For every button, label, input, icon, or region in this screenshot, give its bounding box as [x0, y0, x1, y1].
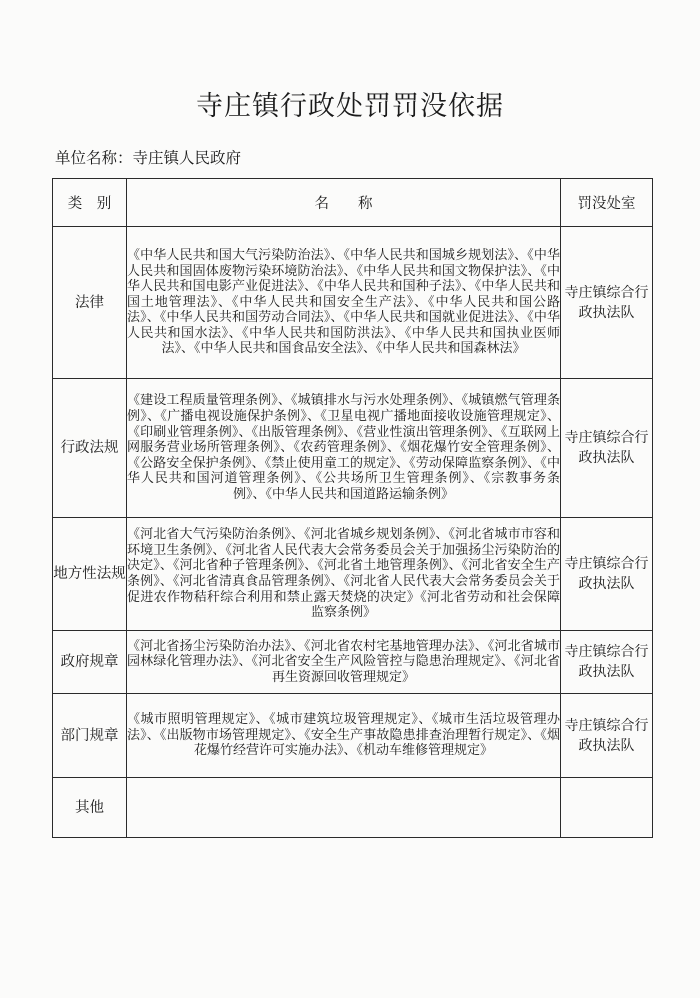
row-category: 政府规章 [53, 631, 127, 694]
row-names [127, 694, 561, 778]
row-department: 寺庄镇综合行政执法队 [561, 631, 653, 694]
header-department: 罚没处室 [561, 179, 653, 227]
table-row [53, 778, 653, 838]
row-department: 寺庄镇综合行政执法队 [561, 518, 653, 631]
table-row [53, 518, 653, 631]
header-category: 类 别 [53, 179, 127, 227]
row-category: 部门规章 [53, 694, 127, 778]
table-row [53, 694, 653, 778]
row-names-text: 《建设工程质量管理条例》、《城镇排水与污水处理条例》、《城镇燃气管理条例》、《广播电视设施保护条例》、《卫星电视广播地面接收设施管理规定》、《印刷业管理条例》、《出版管理条例》、《营业性演出管理条例》、《互联网上网服务营业场所管理条例》、《农药管理条例》、《烟花爆竹安全管理条例》、《公路安全保护条例》、《禁止使用童工的规定》、《劳动保障监察条例》、《中华人民共和国河道管理条例》、《公共场所卫生管理条例》、《宗教事务条例》、《中华人民共和国道路运输条例》 [127, 393, 560, 502]
row-names-text: 《中华人民共和国大气污染防治法》、《中华人民共和国城乡规划法》、《中华人民共和国固体废物污染环境防治法》、《中华人民共和国文物保护法》、《中华人民共和国电影产业促进法》、《中华人民共和国种子法》、《中华人民共和国土地管理法》、《中华人民共和国安全生产法》、《中华人民共和国公路法》、《中华人民共和国劳动合同法》、《中华人民共和国就业促进法》、《中华人民共和国水法》、《中华人民共和国防洪法》、《中华人民共和国执业医师法》、《中华人民共和国食品安全法》、《中华人民共和国森林法》 [127, 247, 560, 357]
table-row [53, 631, 653, 694]
table-header-row [53, 179, 653, 227]
row-department: 寺庄镇综合行政执法队 [561, 227, 653, 379]
row-category: 其他 [53, 778, 127, 838]
row-department: 寺庄镇综合行政执法队 [561, 694, 653, 778]
row-category: 地方性法规 [53, 518, 127, 631]
row-names-text: 《城市照明管理规定》、《城市建筑垃圾管理规定》、《城市生活垃圾管理办法》、《出版物市场管理规定》、《安全生产事故隐患排查治理暂行规定》、《烟花爆竹经营许可实施办法》、《机动车维修管理规定》 [127, 712, 560, 759]
row-category: 法律 [53, 227, 127, 379]
unit-line [55, 146, 241, 168]
header-name: 名 称 [127, 179, 561, 227]
row-names [127, 379, 561, 518]
row-names [127, 227, 561, 379]
table-row [53, 379, 653, 518]
row-department [561, 778, 653, 838]
penalty-basis-table [52, 178, 653, 838]
page-title: 寺庄镇行政处罚罚没依据 [196, 91, 504, 122]
row-names [127, 778, 561, 838]
row-names [127, 518, 561, 631]
row-names [127, 631, 561, 694]
row-department: 寺庄镇综合行政执法队 [561, 379, 653, 518]
unit-label: 单位名称： [55, 149, 133, 167]
row-names-text: 《河北省大气污染防治条例》、《河北省城乡规划条例》、《河北省城市市容和环境卫生条例》、《河北省人民代表大会常务委员会关于加强扬尘污染防治的决定》、《河北省种子管理条例》、《河北省土地管理条例》、《河北省安全生产条例》、《河北省清真食品管理条例》、《河北省人民代表大会常务委员会关于促进农作物秸秆综合利用和禁止露天焚烧的决定》《河北省劳动和社会保障监察条例》 [127, 527, 560, 621]
row-names-text: 《河北省扬尘污染防治办法》、《河北省农村宅基地管理办法》、《河北省城市园林绿化管理办法》、《河北省安全生产风险管控与隐患治理规定》、《河北省再生资源回收管理规定》 [127, 638, 560, 685]
unit-value: 寺庄镇人民政府 [132, 149, 242, 167]
row-category: 行政法规 [53, 379, 127, 518]
table-row [53, 227, 653, 379]
